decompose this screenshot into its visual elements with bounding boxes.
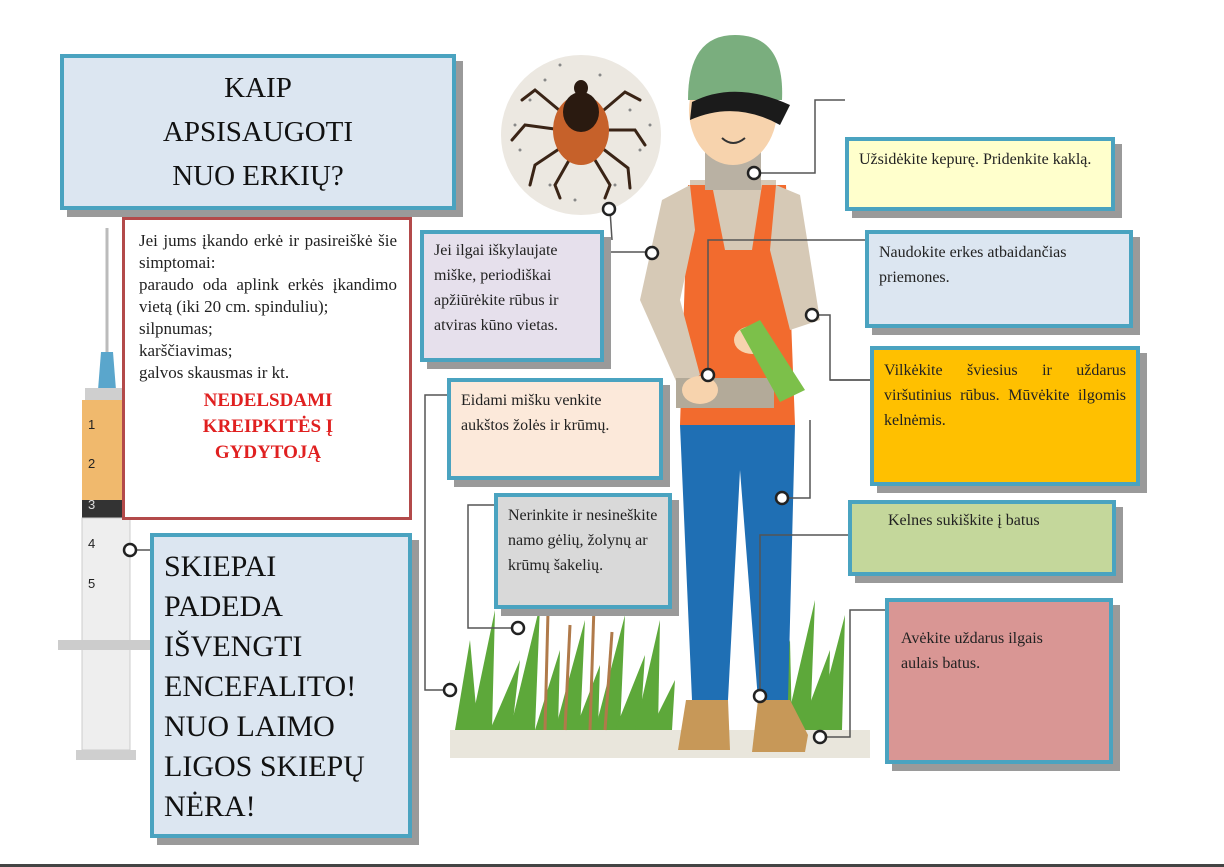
- syringe-mark: 1: [88, 417, 96, 432]
- symptom-item: silpnumas;: [139, 319, 213, 338]
- tip-hat-box: [845, 137, 1115, 211]
- vaccine-box: [150, 533, 412, 838]
- tip-grass-box: [447, 378, 663, 480]
- syringe-mark: 3: [88, 497, 96, 512]
- tip-inspect-box: [420, 230, 604, 362]
- title-box: [60, 54, 456, 210]
- tip-repellent-text: Naudokite erkes atbaidančias priemones.: [879, 244, 1067, 286]
- vaccine-text: SKIEPAI PADEDA IŠVENGTI ENCEFALITO! NUO LAIMO LIGOS SKIEPŲ NĖRA!: [164, 550, 365, 823]
- person: [640, 35, 820, 752]
- syringe-mark: 5: [88, 576, 96, 591]
- tip-boots-box: [885, 598, 1113, 764]
- symptom-item: karščiavimas;: [139, 341, 233, 360]
- tip-tuck-box: [848, 500, 1116, 576]
- tip-repellent-box: [865, 230, 1133, 328]
- symptoms-box: [122, 217, 412, 520]
- symptom-item: paraudo oda aplink erkės įkandimo vietą (iki 20 cm. spinduliu);: [139, 275, 397, 316]
- tip-inspect-text: Jei ilgai iškylaujate miške, periodiškai apžiūrėkite rūbus ir atviras kūno vietas.: [434, 242, 559, 334]
- syringe-mark: 2: [88, 456, 96, 471]
- tip-hat-text: Užsidėkite kepurę. Pridenkite kaklą.: [859, 151, 1092, 168]
- tip-tuck-text: Kelnes sukiškite į batus: [888, 512, 1040, 529]
- tip-clothes-text: Vilkėkite šviesius ir uždarus viršutinius rūbus. Mūvėkite ilgomis kelnėmis.: [884, 362, 1126, 429]
- tip-flowers-text: Nerinkite ir nesineškite namo gėlių, žolynų ar krūmų šakelių.: [508, 507, 658, 574]
- tip-grass-text: Eidami mišku venkite aukštos žolės ir krūmų.: [461, 392, 610, 434]
- syringe-mark: 4: [88, 536, 96, 551]
- tip-clothes-box: [870, 346, 1140, 486]
- warning-text: NEDELSDAMI KREIPKITĖS Į GYDYTOJĄ: [202, 390, 334, 463]
- symptoms-intro: Jei jums įkando erkė ir pasireiškė šie simptomai:: [139, 231, 397, 272]
- tick-image: [501, 55, 661, 215]
- tip-boots-text: Avėkite uždarus ilgais aulais batus.: [901, 630, 1043, 672]
- page-title: KAIP APSISAUGOTI NUO ERKIŲ?: [162, 72, 354, 192]
- symptom-item: galvos skausmas ir kt.: [139, 363, 290, 382]
- tip-flowers-box: [494, 493, 672, 609]
